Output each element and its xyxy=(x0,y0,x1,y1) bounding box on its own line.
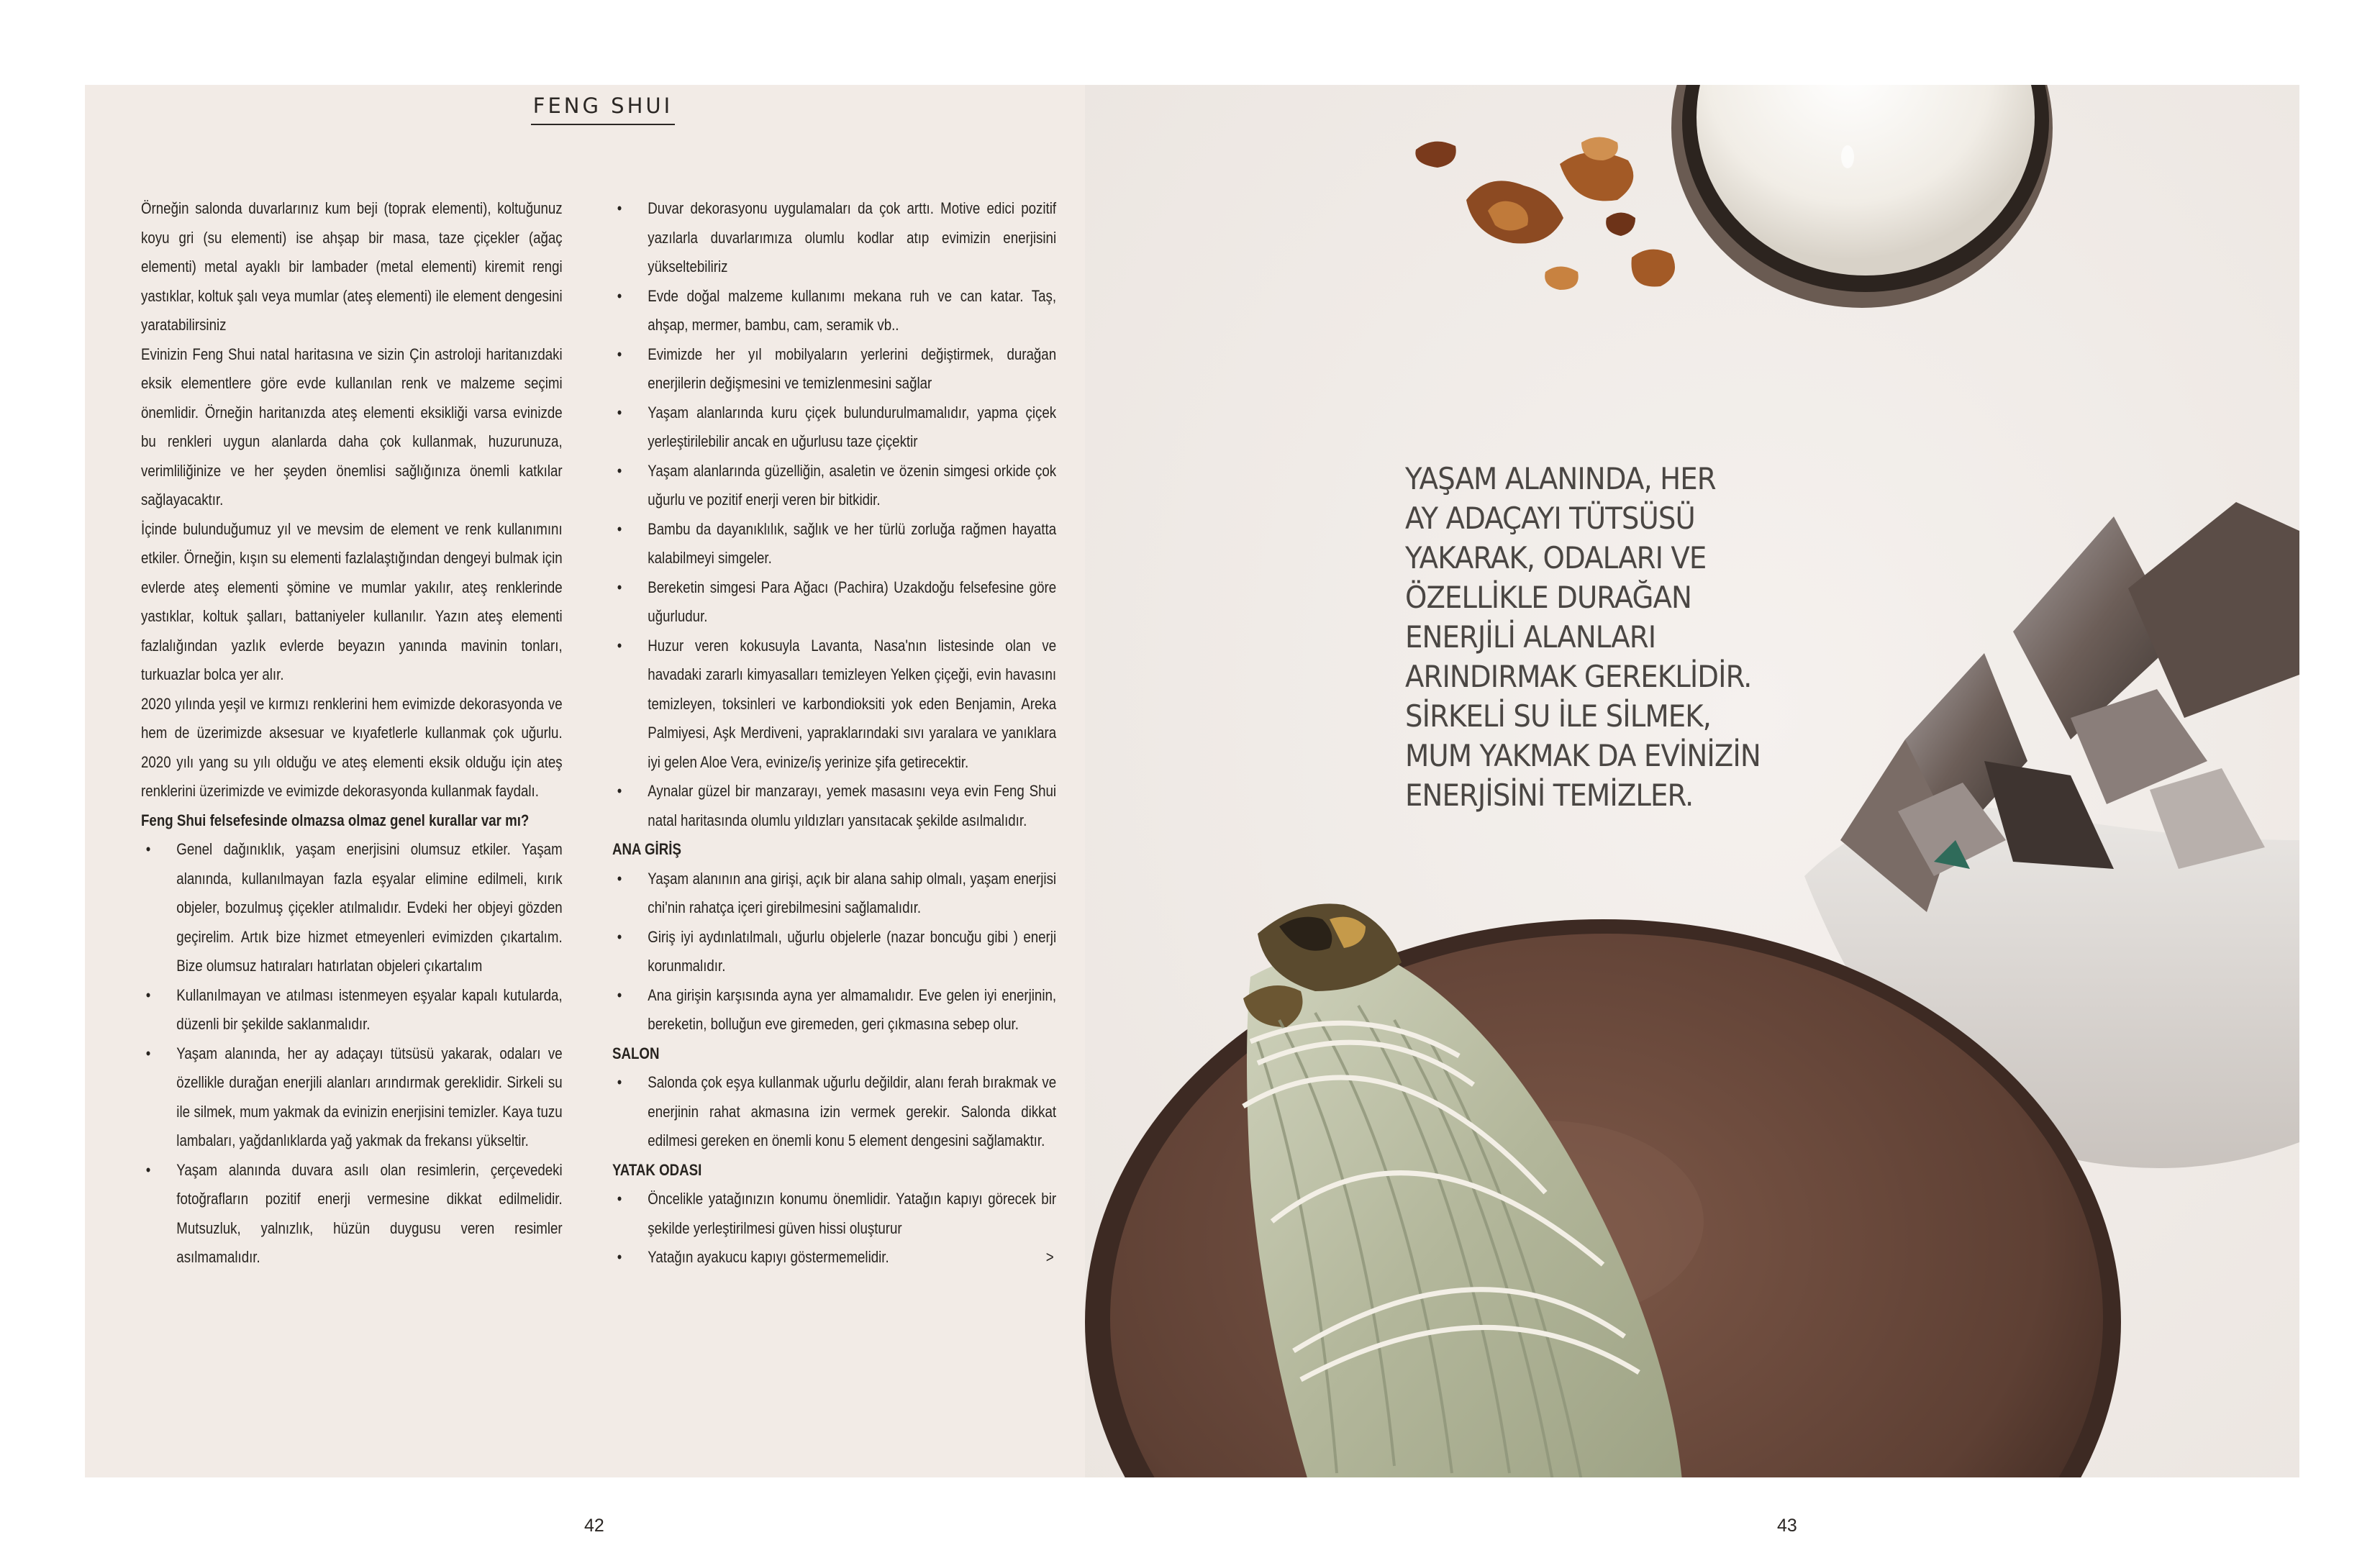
list-item: • Duvar dekorasyonu uygulamaları da çok arttı. Motive edici pozitif yazılarla duvarlarımıza olumlu kodlar atıp evimizin enerjisini yükseltebiliriz xyxy=(612,194,1056,282)
list-item: • Evimizde her yıl mobilyaların yerlerini değiştirmek, durağan enerjilerin değişmesini ve temizlenmesini sağlar xyxy=(612,340,1056,398)
pull-quote-line: SİRKELİ SU İLE SİLMEK, xyxy=(1405,698,1712,734)
heading-living-room: SALON xyxy=(612,1044,660,1062)
heading-entrance: ANA GİRİŞ xyxy=(612,840,681,858)
rules-list xyxy=(141,835,563,1272)
question-heading: Feng Shui felsefesinde olmazsa olmaz genel kurallar var mı? xyxy=(141,811,530,829)
list-item xyxy=(612,1243,1056,1272)
page-number-right: 43 xyxy=(1777,1516,1797,1536)
left-text-column xyxy=(141,194,563,1272)
list-item: • Yaşam alanının ana girişi, açık bir alana sahip olmalı, yaşam enerjisi chi'nin rahatça içeri girebilmesini sağlamalıdır. xyxy=(612,865,1056,923)
list-item: • Evde doğal malzeme kullanımı mekana ruh ve can katar. Taş, ahşap, mermer, bambu, cam, seramik vb.. xyxy=(612,282,1056,340)
list-item: • Yaşam alanında, her ay adaçayı tütsüsü yakarak, odaları ve özellikle durağan enerjili alanları arındırmak gereklidir. Sirkeli su ile silmek, mum yakmak da evinizin enerjisini temizler. Kaya tuzu lambaları, yağdanlıklarda yağ yakmak da frekansı yükseltir. xyxy=(141,1039,563,1156)
pull-quote-line: MUM YAKMAK DA EVİNİZİN xyxy=(1405,738,1761,773)
pull-quote-line: ENERJİLİ ALANLARI xyxy=(1405,619,1656,655)
list-item: • Öncelikle yatağınızın konumu önemlidir. Yatağın kapıyı görecek bir şekilde yerleştirilmesi güven hissi oluşturur xyxy=(612,1185,1056,1243)
continue-arrow-icon: > xyxy=(1045,1248,1054,1266)
page-number-left: 42 xyxy=(584,1516,604,1536)
section-label-text: FENG SHUI xyxy=(532,94,673,118)
living-room-list xyxy=(612,1068,1056,1156)
list-item: • Salonda çok eşya kullanmak uğurlu değildir, alanı ferah bırakmak ve enerjinin rahat akmasına izin vermek gerekir. Salonda dikkat edilmesi gereken en önemli konu 5 element dengesini sağlamaktır. xyxy=(612,1068,1056,1156)
heading-bedroom: YATAK ODASI xyxy=(612,1160,702,1179)
paragraph: 2020 yılında yeşil ve kırmızı renklerini hem evimizde dekorasyonda ve hem de üzerimizde aksesuar ve kıyafetlerle kullanmak çok uğurlu. 2020 yılı yang su yılı olduğu ve ateş elementi eksik olduğu için ateş renklerini üzerimizde ve evimizde dekorasyonda kullanmak faydalı. xyxy=(141,694,563,800)
magazine-spread xyxy=(85,85,2299,1477)
pull-quote-line: AY ADAÇAYI TÜTSÜSÜ xyxy=(1405,501,1695,536)
pull-quote-line: YAKARAK, ODALARI VE xyxy=(1405,540,1707,575)
pull-quote-line: ARINDIRMAK GEREKLİDİR. xyxy=(1405,659,1752,694)
list-item: • Yaşam alanlarında kuru çiçek bulundurulmamalıdır, yapma çiçek yerleştirilebilir ancak en uğurlusu taze çiçektir xyxy=(612,398,1056,457)
paragraph: Evinizin Feng Shui natal haritasına ve sizin Çin astroloji haritanızdaki eksik elementlere göre evde kullanılan renk ve malzeme seçimi önemlidir. Örneğin haritanızda ateş elementi eksikliği varsa evinizde bu renkleri uygun alanlarda daha çok kullanmak, huzurunuza, verimliliğinize ve her şeyden önemlisi sağlığınıza önemli katkılar sağlayacaktır. xyxy=(141,345,563,509)
pull-quote xyxy=(1405,459,1815,815)
paragraph: Örneğin salonda duvarlarınız kum beji (toprak elementi), koltuğunuz koyu gri (su elementi) ise ahşap bir masa, taze çiçekler (ağaç elementi) metal ayaklı bir lambader (metal elementi) kiremit rengi yastıklar, koltuk şalı veya mumlar (ateş elementi) ile element dengesini yaratabilirsiniz xyxy=(141,199,563,334)
pull-quote-line: YAŞAM ALANINDA, HER xyxy=(1405,461,1716,496)
list-item: • Huzur veren kokusuyla Lavanta, Nasa'nın listesinde olan ve havadaki zararlı kimyasalları temizleyen Yelken çiçeği, evin havasını temizleyen, toksinleri ve karbondioksiti yok eden Benjamin, Areka Palmiyesi, Aşk Merdiveni, yapraklarındaki sıvı yaralara ve yanıklara iyi gelen Aloe Vera, evinize/iş yerinize şifa getirecektir. xyxy=(612,632,1056,778)
list-item: • Yaşam alanlarında güzelliğin, asaletin ve özenin simgesi orkide çok uğurlu ve pozitif enerji veren bir bitkidir. xyxy=(612,457,1056,515)
list-item: • Genel dağınıklık, yaşam enerjisini olumsuz etkiler. Yaşam alanında, kullanılmayan fazla eşyalar elimine edilmeli, kırık objeler, bozulmuş çiçekler atılmalıdır. Evdeki her objeyi gözden geçirelim. Artık bize hizmet etmeyenleri evimizden çıkartalım. Bize olumsuz hatıraları hatırlatan objeleri çıkartalım xyxy=(141,835,563,981)
section-label xyxy=(531,94,675,125)
list-item: • Kullanılmayan ve atılması istenmeyen eşyalar kapalı kutularda, düzenli bir şekilde saklanmalıdır. xyxy=(141,981,563,1039)
list-item: • Bereketin simgesi Para Ağacı (Pachira) Uzakdoğu felsefesine göre uğurludur. xyxy=(612,573,1056,632)
pull-quote-line: ENERJİSİNİ TEMİZLER. xyxy=(1405,778,1694,813)
list-item: • Bambu da dayanıklılık, sağlık ve her türlü zorluğa rağmen hayatta kalabilmeyi simgeler. xyxy=(612,515,1056,573)
paragraph: İçinde bulunduğumuz yıl ve mevsim de element ve renk kullanımını etkiler. Örneğin, kışın su elementi fazlalaştığından dengeyi bulmak için evlerde ateş elementi şömine ve mumlar yakılır, ateş renklerinde yastıklar, koltuk şalları, battaniyeler kullanılır. Yazın ateş elementi fazlalığından yazlık evlerde beyazın yanında mavinin tonları, turkuazlar bolca yer alır. xyxy=(141,519,563,683)
bedroom-list xyxy=(612,1185,1056,1272)
right-text-column xyxy=(612,194,1056,1272)
list-item: • Yaşam alanında duvara asılı olan resimlerin, çerçevedeki fotoğrafların pozitif enerji vermesine dikkat edilmelidir. Mutsuzluk, yalnızlık, hüzün duygusu veren resimler asılmamalıdır. xyxy=(141,1156,563,1272)
list-item: • Ana girişin karşısında ayna yer almamalıdır. Eve gelen iyi enerjinin, bereketin, bolluğun eve giremeden, geri çıkmasına sebep olur. xyxy=(612,981,1056,1039)
entrance-list xyxy=(612,865,1056,1039)
general-rules-list xyxy=(612,194,1056,835)
list-item-text: Yatağın ayakucu kapıyı göstermemelidir. xyxy=(648,1248,889,1266)
list-item: • Aynalar güzel bir manzarayı, yemek masasını veya evin Feng Shui natal haritasında olumlu yıldızları yansıtacak şekilde asılmalıdır. xyxy=(612,777,1056,835)
pull-quote-line: ÖZELLİKLE DURAĞAN xyxy=(1405,580,1692,615)
section-label-underline xyxy=(531,124,675,125)
list-item: • Giriş iyi aydınlatılmalı, uğurlu objelerle (nazar boncuğu gibi ) enerji korunmalıdır. xyxy=(612,923,1056,981)
